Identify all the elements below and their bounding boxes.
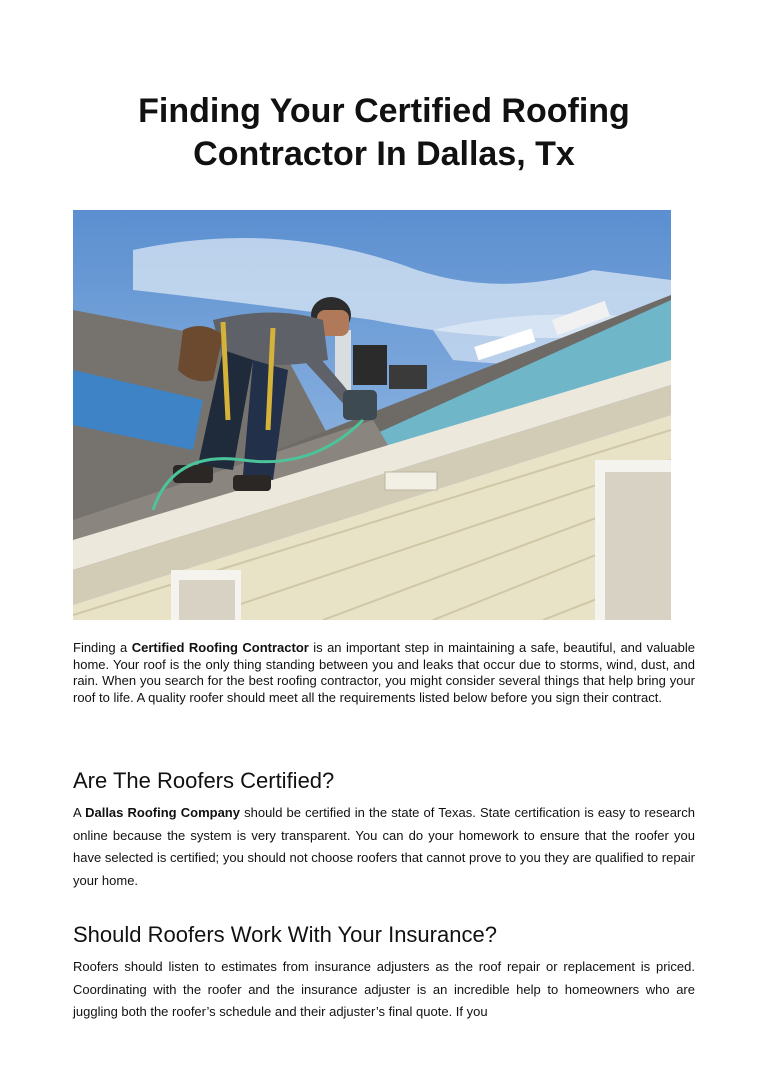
section-text-rest: should be certified in the state of Texas. State certification is easy to research online because the system is very transparent. You can do your homework to ensure that the roofer you have selected is certified; you should not choose roofers that cannot prove to you they are qualified to repair your home.: [73, 805, 695, 888]
section-paragraph-insurance: Roofers should listen to estimates from insurance adjusters as the roof repair or replacement is priced. Coordinating with the roofer and the insurance adjuster is an incredible help to homeowners who are juggling both the roofer’s schedule and their adjuster’s final quote. If you: [73, 959, 695, 1020]
vent: [385, 472, 437, 490]
compressor: [353, 345, 387, 385]
section-keyword: Dallas Roofing Company: [85, 805, 240, 820]
section-text-start: A: [73, 805, 86, 820]
roofer-photo: [73, 210, 671, 620]
section-heading-certified: Are The Roofers Certified?: [73, 768, 335, 793]
intro-text-start: Finding a: [73, 640, 132, 655]
intro-keyword: Certified Roofing Contractor: [131, 640, 309, 655]
document-title: Finding Your Certified Roofing Contractor In Dallas, Tx: [138, 92, 630, 173]
intro-paragraph: [73, 640, 695, 706]
section-heading-insurance: Should Roofers Work With Your Insurance?: [73, 922, 497, 947]
section-paragraph-certified: [73, 802, 695, 892]
intro-text-rest: is an important step in maintaining a safe, beautiful, and valuable home. Your roof is the only thing standing between you and leaks that occur due to storms, wind, dust, and rain. When you search for the best roofing contractor, you might consider several things that help bring your roof to life. A quality roofer should meet all the requirements listed below before you sign their contract.: [73, 640, 695, 705]
